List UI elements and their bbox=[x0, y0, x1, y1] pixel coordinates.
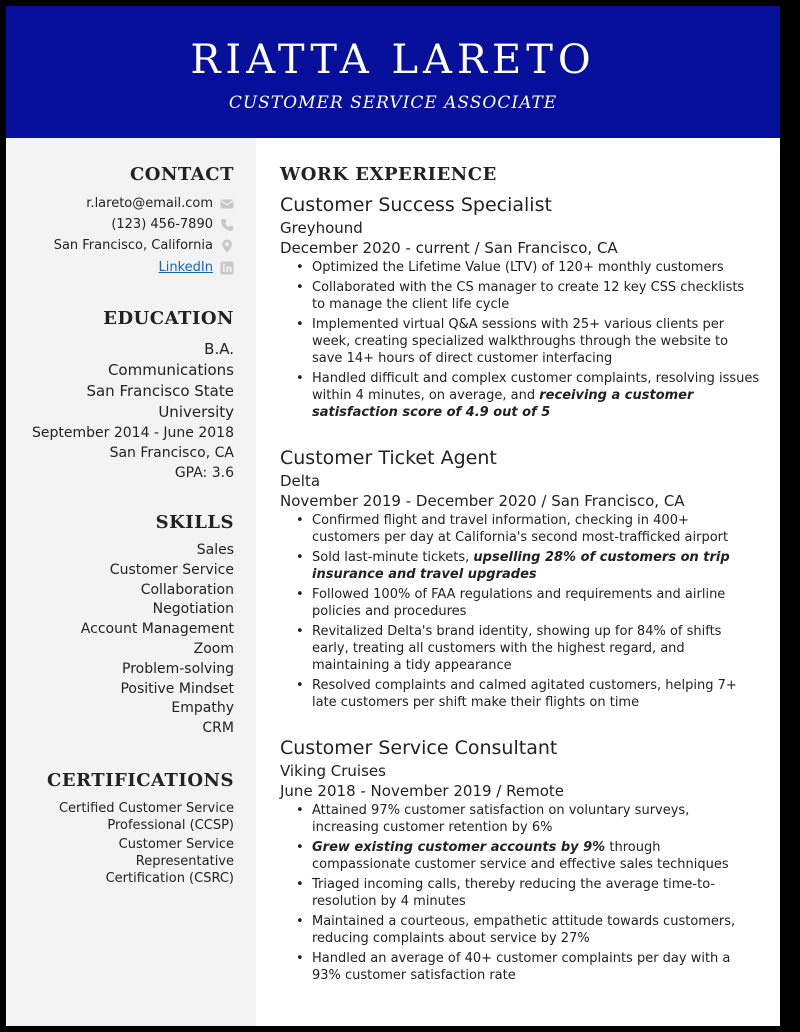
resume-header bbox=[6, 6, 780, 138]
education-line: San Francisco State bbox=[86, 382, 234, 400]
certification-item: Certified Customer Service Professional (CCSP) bbox=[58, 801, 234, 833]
skill-item: Customer Service bbox=[109, 561, 234, 578]
resume-page bbox=[6, 6, 780, 1026]
candidate-title: CUSTOMER SERVICE ASSOCIATE bbox=[228, 93, 558, 113]
envelope-icon bbox=[220, 197, 234, 211]
job-bullet: • Resolved complaints and calmed agitated customers, helping 7+ late customers per shift make their flights on time bbox=[280, 677, 760, 711]
job-dates-location: December 2020 - current / San Francisco, CA bbox=[280, 239, 618, 257]
education-line: University bbox=[158, 403, 234, 421]
job-bullet: • Implemented virtual Q&A sessions with 25+ various clients per week, creating specialized walkthroughs through the website to save 14+ hours of direct customer interfacing bbox=[280, 316, 760, 367]
education-line: B.A. bbox=[204, 340, 234, 358]
location-text: San Francisco, California bbox=[53, 238, 213, 253]
education-gpa: GPA: 3.6 bbox=[174, 465, 234, 481]
contact-linkedin bbox=[159, 259, 234, 277]
skill-item: Positive Mindset bbox=[120, 680, 234, 697]
job-bullet: • Optimized the Lifetime Value (LTV) of 120+ monthly customers bbox=[280, 259, 760, 276]
job-bullet: • Revitalized Delta's brand identity, showing up for 84% of shifts early, treating all customers with the highest regard, and maintaining a tidy appearance bbox=[280, 623, 760, 674]
phone-text: (123) 456-7890 bbox=[111, 217, 213, 232]
skills-heading: SKILLS bbox=[155, 512, 234, 533]
skill-item: Sales bbox=[196, 542, 234, 558]
education-location: San Francisco, CA bbox=[109, 445, 234, 461]
bullet-highlight: upselling 28% of customers on trip insurance and travel upgrades bbox=[312, 550, 730, 582]
job-company: Delta bbox=[280, 472, 321, 490]
phone-icon bbox=[220, 218, 234, 232]
job-dates-location: June 2018 - November 2019 / Remote bbox=[280, 782, 564, 800]
work-experience-heading: WORK EXPERIENCE bbox=[280, 164, 497, 185]
job-company: Viking Cruises bbox=[280, 762, 386, 780]
job-bullet: • Attained 97% customer satisfaction on voluntary surveys, increasing customer retention by 6% bbox=[280, 802, 760, 836]
education-line: Communications bbox=[107, 361, 234, 379]
job-bullet bbox=[280, 839, 760, 873]
candidate-name: RIATTA LARETO bbox=[190, 37, 596, 83]
contact-email bbox=[86, 195, 234, 213]
skill-item: Account Management bbox=[80, 621, 234, 638]
skill-item: CRM bbox=[202, 720, 234, 737]
job-bullet: • Maintained a courteous, empathetic attitude towards customers, reducing complaints about service by 27% bbox=[280, 913, 760, 947]
skill-item: Negotiation bbox=[152, 601, 234, 618]
certification-item: Customer Service Representative Certification (CSRC) bbox=[105, 837, 234, 886]
contact-location bbox=[54, 237, 234, 255]
linkedin-link[interactable]: LinkedIn bbox=[158, 260, 213, 275]
certifications-heading: CERTIFICATIONS bbox=[47, 770, 234, 791]
job-bullet bbox=[280, 549, 760, 583]
job-title: Customer Success Specialist bbox=[280, 194, 552, 216]
linkedin-icon bbox=[220, 261, 234, 275]
email-text: r.lareto@email.com bbox=[86, 196, 213, 211]
education-details bbox=[14, 423, 234, 483]
education-degree bbox=[14, 339, 234, 423]
education-heading: EDUCATION bbox=[103, 308, 234, 329]
job-bullet: • Handled an average of 40+ customer complaints per day with a 93% customer satisfaction rate bbox=[280, 950, 760, 984]
location-pin-icon bbox=[220, 239, 234, 253]
contact-heading: CONTACT bbox=[129, 164, 234, 185]
job-entry bbox=[280, 446, 760, 714]
job-company: Greyhound bbox=[280, 219, 363, 237]
job-entry bbox=[280, 736, 760, 987]
skill-item: Zoom bbox=[193, 640, 234, 657]
job-bullet: • Triaged incoming calls, thereby reducing the average time-to-resolution by 4 minutes bbox=[280, 876, 760, 910]
job-title: Customer Ticket Agent bbox=[280, 447, 497, 469]
job-bullets bbox=[280, 259, 760, 421]
contact-phone bbox=[111, 216, 234, 234]
certifications-list bbox=[14, 800, 234, 887]
skill-item: Empathy bbox=[171, 700, 234, 717]
bullet-highlight: Grew existing customer accounts by 9% bbox=[312, 840, 606, 855]
skill-item: Problem-solving bbox=[122, 660, 234, 677]
job-bullet: • Followed 100% of FAA regulations and requirements and airline policies and procedures bbox=[280, 586, 760, 620]
job-bullet bbox=[280, 370, 760, 421]
job-bullet: • Confirmed flight and travel information, checking in 400+ customers per day at California's second most-trafficked airport bbox=[280, 512, 760, 546]
bullet-text: Sold last-minute tickets, bbox=[312, 550, 474, 565]
job-bullets bbox=[280, 802, 760, 984]
skill-item: Collaboration bbox=[140, 581, 234, 598]
job-bullet: • Collaborated with the CS manager to create 12 key CSS checklists to manage the client life cycle bbox=[280, 279, 760, 313]
job-bullets bbox=[280, 512, 760, 711]
job-title: Customer Service Consultant bbox=[280, 737, 558, 759]
bullet-highlight: receiving a customer satisfaction score of 4.9 out of 5 bbox=[312, 388, 694, 420]
skills-list bbox=[14, 541, 234, 739]
job-entry bbox=[280, 193, 760, 424]
education-dates: September 2014 - June 2018 bbox=[32, 425, 234, 441]
bullet-text: through compassionate customer service and effective sales techniques bbox=[312, 840, 729, 872]
bullet-text: Handled difficult and complex customer complaints, resolving issues within 4 minutes, on average, and bbox=[312, 371, 760, 403]
job-dates-location: November 2019 - December 2020 / San Francisco, CA bbox=[280, 492, 685, 510]
sidebar bbox=[6, 138, 256, 1026]
